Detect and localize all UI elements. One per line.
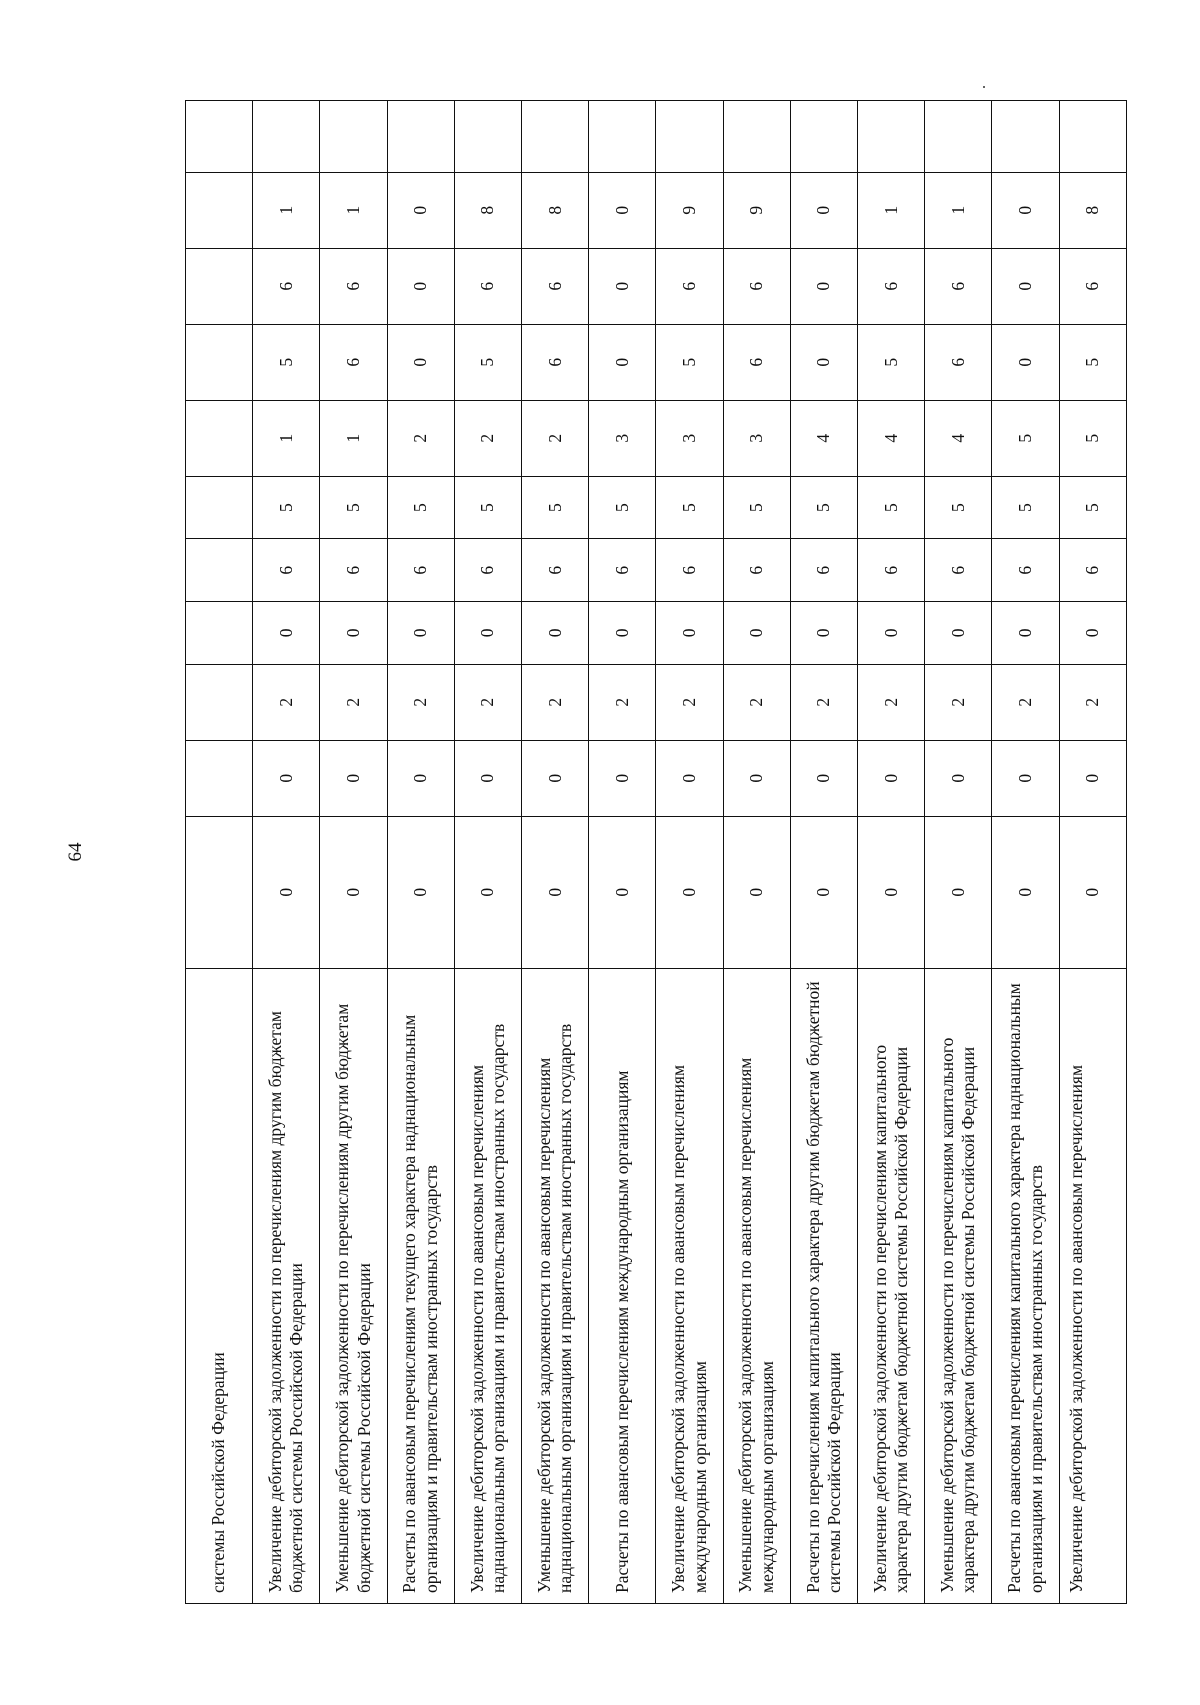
code-cell: 2 <box>1059 664 1126 740</box>
table-row <box>992 101 1059 1604</box>
code-cell: 0 <box>387 816 454 968</box>
row-label: Расчеты по авансовым перечислениям текущего характера наднациональным организациям и правительствам иностранных государств <box>387 968 454 1603</box>
code-cell: 2 <box>723 664 790 740</box>
code-cell: 0 <box>253 602 320 665</box>
empty-cell <box>253 101 320 173</box>
row-label: Уменьшение дебиторской задолженности по авансовым перечислениям наднациональным организациям и правительствам иностранных государств <box>522 968 589 1603</box>
code-cell: 0 <box>656 740 723 816</box>
code-cell: 0 <box>992 324 1059 400</box>
code-cell <box>186 324 253 400</box>
code-cell: 0 <box>858 816 925 968</box>
code-cell: 5 <box>723 476 790 539</box>
code-cell: 0 <box>723 816 790 968</box>
row-label: Увеличение дебиторской задолженности по авансовым перечислениям международным организациям <box>656 968 723 1603</box>
code-cell: 1 <box>858 172 925 248</box>
empty-cell <box>858 101 925 173</box>
empty-cell <box>925 101 992 173</box>
code-cell: 6 <box>320 539 387 602</box>
rotated-table-container <box>185 100 1127 1604</box>
code-cell: 0 <box>992 740 1059 816</box>
code-cell: 2 <box>522 400 589 476</box>
code-cell: 6 <box>320 324 387 400</box>
table-row <box>790 101 857 1604</box>
code-cell: 2 <box>454 400 521 476</box>
table-row <box>858 101 925 1604</box>
table-row <box>387 101 454 1604</box>
table-row <box>320 101 387 1604</box>
code-cell: 6 <box>1059 248 1126 324</box>
code-cell: 0 <box>992 172 1059 248</box>
code-cell: 6 <box>454 248 521 324</box>
code-cell <box>186 816 253 968</box>
code-cell: 2 <box>320 664 387 740</box>
empty-cell <box>656 101 723 173</box>
code-cell: 5 <box>858 324 925 400</box>
code-cell: 0 <box>387 324 454 400</box>
code-cell: 0 <box>925 602 992 665</box>
code-cell: 1 <box>320 400 387 476</box>
code-cell: 6 <box>790 539 857 602</box>
code-cell: 9 <box>723 172 790 248</box>
code-cell: 5 <box>1059 324 1126 400</box>
table-row <box>454 101 521 1604</box>
code-cell: 3 <box>589 400 656 476</box>
code-cell: 8 <box>454 172 521 248</box>
code-cell: 6 <box>723 248 790 324</box>
code-cell: 0 <box>1059 602 1126 665</box>
table-row <box>1059 101 1126 1604</box>
table-row <box>925 101 992 1604</box>
empty-cell <box>723 101 790 173</box>
code-cell: 0 <box>387 248 454 324</box>
empty-cell <box>186 101 253 173</box>
row-label: Расчеты по авансовым перечислениям международным организациям <box>589 968 656 1603</box>
code-cell: 0 <box>790 172 857 248</box>
code-cell: 0 <box>253 740 320 816</box>
code-cell: 5 <box>992 400 1059 476</box>
code-cell: 5 <box>790 476 857 539</box>
code-cell: 5 <box>522 476 589 539</box>
code-cell: 1 <box>320 172 387 248</box>
row-label: Расчеты по авансовым перечислениям капитального характера наднациональным организациям и правительствам иностранных государств <box>992 968 1059 1603</box>
code-cell: 9 <box>656 172 723 248</box>
code-cell: 2 <box>992 664 1059 740</box>
code-cell: 0 <box>589 172 656 248</box>
code-cell: 0 <box>589 248 656 324</box>
code-cell: 5 <box>656 324 723 400</box>
code-cell: 4 <box>858 400 925 476</box>
code-cell: 0 <box>723 740 790 816</box>
row-label: Уменьшение дебиторской задолженности по перечислениям капитального характера другим бюджетам бюджетной системы Российской Федерации <box>925 968 992 1603</box>
empty-cell <box>454 101 521 173</box>
code-cell: 2 <box>522 664 589 740</box>
accounts-table <box>185 100 1127 1604</box>
code-cell: 2 <box>790 664 857 740</box>
code-cell: 6 <box>522 539 589 602</box>
code-cell <box>186 476 253 539</box>
code-cell: 6 <box>387 539 454 602</box>
code-cell: 6 <box>925 248 992 324</box>
code-cell: 0 <box>858 602 925 665</box>
code-cell: 5 <box>320 476 387 539</box>
table-row <box>656 101 723 1604</box>
code-cell: 5 <box>992 476 1059 539</box>
code-cell: 2 <box>589 664 656 740</box>
code-cell: 1 <box>253 172 320 248</box>
table-row <box>253 101 320 1604</box>
empty-cell <box>320 101 387 173</box>
code-cell: 0 <box>454 602 521 665</box>
code-cell <box>186 172 253 248</box>
row-label: Уменьшение дебиторской задолженности по перечислениям другим бюджетам бюджетной системы Российской Федерации <box>320 968 387 1603</box>
row-label: Увеличение дебиторской задолженности по авансовым перечислениям <box>1059 968 1126 1603</box>
code-cell: 5 <box>1059 400 1126 476</box>
code-cell <box>186 539 253 602</box>
code-cell: 6 <box>589 539 656 602</box>
empty-cell <box>790 101 857 173</box>
row-label: Расчеты по перечислениям капитального характера другим бюджетам бюджетной системы Российской Федерации <box>790 968 857 1603</box>
code-cell: 0 <box>790 740 857 816</box>
code-cell: 6 <box>723 539 790 602</box>
code-cell: 2 <box>925 664 992 740</box>
table-row <box>522 101 589 1604</box>
table-row <box>589 101 656 1604</box>
code-cell: 2 <box>454 664 521 740</box>
empty-cell <box>589 101 656 173</box>
code-cell <box>186 664 253 740</box>
page-number: 64 <box>65 842 86 862</box>
code-cell: 3 <box>656 400 723 476</box>
code-cell: 0 <box>589 602 656 665</box>
code-cell: 0 <box>656 816 723 968</box>
empty-cell <box>387 101 454 173</box>
code-cell: 6 <box>925 539 992 602</box>
code-cell: 1 <box>253 400 320 476</box>
code-cell: 2 <box>253 664 320 740</box>
code-cell: 0 <box>925 816 992 968</box>
code-cell: 5 <box>656 476 723 539</box>
code-cell <box>186 400 253 476</box>
code-cell: 0 <box>589 740 656 816</box>
code-cell: 0 <box>1059 816 1126 968</box>
code-cell: 5 <box>1059 476 1126 539</box>
code-cell: 6 <box>522 324 589 400</box>
code-cell: 0 <box>320 816 387 968</box>
code-cell: 0 <box>992 816 1059 968</box>
code-cell: 6 <box>320 248 387 324</box>
code-cell: 4 <box>790 400 857 476</box>
code-cell <box>186 248 253 324</box>
code-cell: 6 <box>656 248 723 324</box>
code-cell: 0 <box>387 172 454 248</box>
code-cell: 6 <box>656 539 723 602</box>
row-label: Уменьшение дебиторской задолженности по авансовым перечислениям международным организациям <box>723 968 790 1603</box>
code-cell: 0 <box>992 248 1059 324</box>
code-cell: 6 <box>925 324 992 400</box>
code-cell: 0 <box>790 324 857 400</box>
code-cell: 8 <box>1059 172 1126 248</box>
code-cell: 1 <box>925 172 992 248</box>
code-cell: 6 <box>253 539 320 602</box>
code-cell: 5 <box>925 476 992 539</box>
code-cell: 6 <box>858 539 925 602</box>
code-cell: 0 <box>387 602 454 665</box>
code-cell: 2 <box>656 664 723 740</box>
code-cell: 2 <box>858 664 925 740</box>
code-cell: 0 <box>723 602 790 665</box>
code-cell: 3 <box>723 400 790 476</box>
code-cell: 2 <box>387 664 454 740</box>
code-cell: 6 <box>454 539 521 602</box>
code-cell: 0 <box>992 602 1059 665</box>
code-cell: 0 <box>454 740 521 816</box>
code-cell: 5 <box>454 324 521 400</box>
code-cell: 8 <box>522 172 589 248</box>
row-label: Увеличение дебиторской задолженности по перечислениям капитального характера другим бюджетам бюджетной системы Российской Федерации <box>858 968 925 1603</box>
code-cell: 0 <box>858 740 925 816</box>
code-cell: 5 <box>253 324 320 400</box>
code-cell: 5 <box>387 476 454 539</box>
table-body <box>186 101 1127 1604</box>
code-cell: 6 <box>992 539 1059 602</box>
code-cell: 0 <box>790 816 857 968</box>
row-label: Увеличение дебиторской задолженности по перечислениям другим бюджетам бюджетной системы Российской Федерации <box>253 968 320 1603</box>
code-cell: 0 <box>320 740 387 816</box>
table-row-continuation <box>186 101 253 1604</box>
code-cell: 6 <box>253 248 320 324</box>
code-cell: 0 <box>656 602 723 665</box>
code-cell: 0 <box>589 324 656 400</box>
code-cell: 6 <box>858 248 925 324</box>
code-cell: 0 <box>454 816 521 968</box>
table-row <box>723 101 790 1604</box>
code-cell: 0 <box>522 740 589 816</box>
code-cell: 0 <box>1059 740 1126 816</box>
row-label: системы Российской Федерации <box>186 968 253 1603</box>
empty-cell <box>522 101 589 173</box>
code-cell: 6 <box>522 248 589 324</box>
code-cell: 0 <box>253 816 320 968</box>
code-cell: 0 <box>320 602 387 665</box>
code-cell: 0 <box>522 602 589 665</box>
code-cell <box>186 740 253 816</box>
code-cell: 6 <box>1059 539 1126 602</box>
code-cell: 0 <box>790 602 857 665</box>
empty-cell <box>992 101 1059 173</box>
code-cell: 2 <box>387 400 454 476</box>
code-cell: 5 <box>454 476 521 539</box>
code-cell <box>186 602 253 665</box>
code-cell: 4 <box>925 400 992 476</box>
code-cell: 0 <box>387 740 454 816</box>
code-cell: 5 <box>589 476 656 539</box>
scan-speck <box>983 86 985 88</box>
empty-cell <box>1059 101 1126 173</box>
row-label: Увеличение дебиторской задолженности по авансовым перечислениям наднациональным организациям и правительствам иностранных государств <box>454 968 521 1603</box>
code-cell: 0 <box>925 740 992 816</box>
code-cell: 0 <box>589 816 656 968</box>
code-cell: 0 <box>522 816 589 968</box>
code-cell: 5 <box>858 476 925 539</box>
code-cell: 0 <box>790 248 857 324</box>
code-cell: 6 <box>723 324 790 400</box>
code-cell: 5 <box>253 476 320 539</box>
